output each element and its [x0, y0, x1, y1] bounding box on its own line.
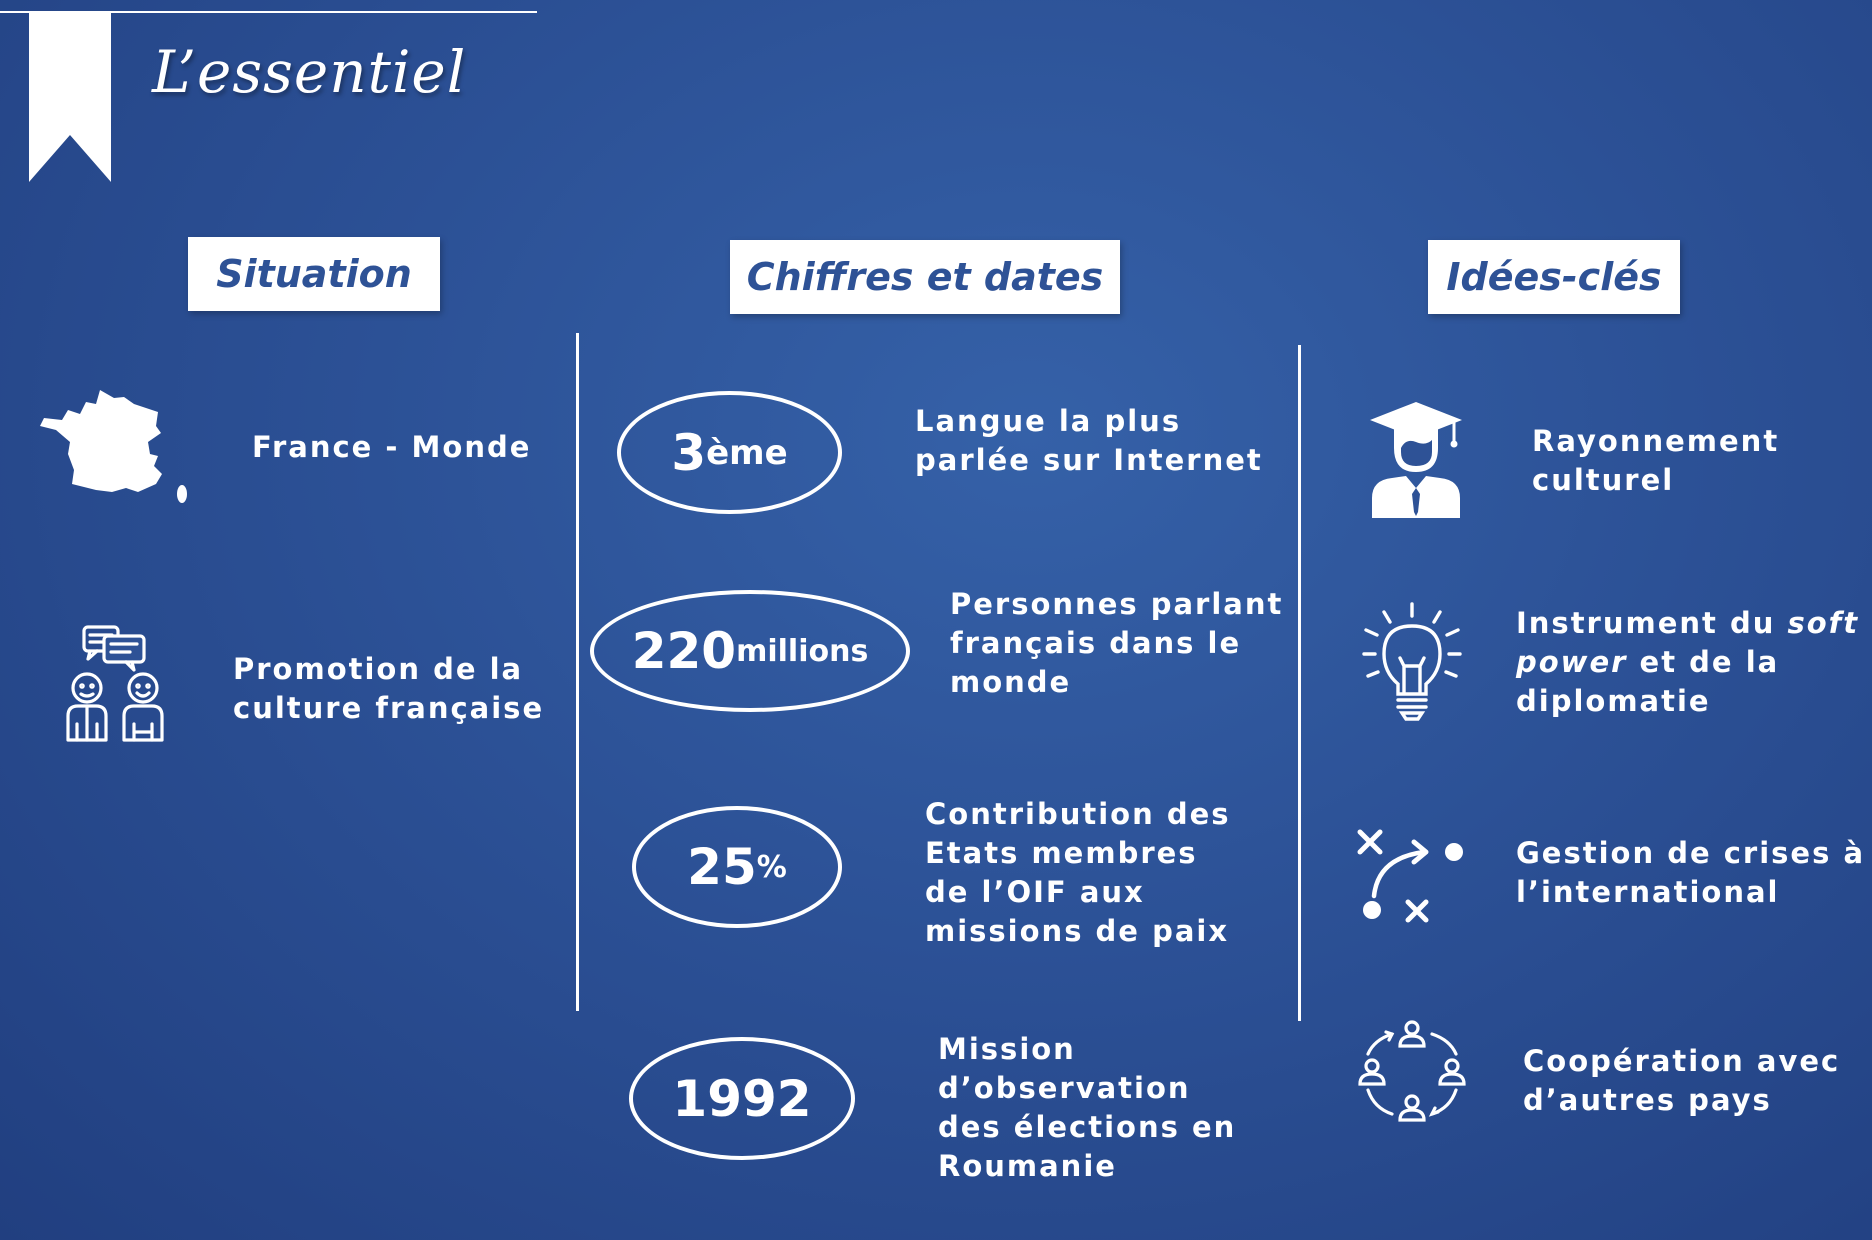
- column-separator-right: [1298, 345, 1301, 1021]
- graduate-icon: [1366, 400, 1466, 520]
- network-cooperation-icon: [1356, 1018, 1468, 1130]
- bookmark-ribbon-icon: [29, 12, 111, 182]
- lightbulb-icon: [1362, 602, 1462, 722]
- situation-item-promotion-culture: Promotion de la culture française: [233, 652, 545, 725]
- idee-label-soft-power: Instrument du soft power et de la diplomatie: [1516, 606, 1860, 718]
- stat-label-mission: Mission d’observation des élections en Roumanie: [938, 1032, 1237, 1183]
- page-title: L’essentiel: [152, 38, 467, 106]
- idee-label-rayonnement: Rayonnement culturel: [1532, 424, 1780, 497]
- situation-item-france-monde: France - Monde: [252, 430, 532, 464]
- strategy-icon: [1356, 824, 1468, 928]
- idee-label-cooperation: Coopération avec d’autres pays: [1523, 1044, 1841, 1117]
- people-conversation-icon: [60, 624, 170, 744]
- header-chiffres-et-dates: Chiffres et dates: [730, 240, 1120, 314]
- header-idees-cles: Idées-clés: [1428, 240, 1680, 314]
- idee-label-gestion-crises: Gestion de crises à l’international: [1516, 836, 1866, 909]
- stat-oval-3eme: 3 ème: [617, 391, 842, 514]
- header-situation: Situation: [188, 237, 440, 311]
- stat-label-contribution: Contribution des Etats membres de l’OIF aux missions de paix: [925, 797, 1231, 948]
- stat-oval-220-millions: 220 millions: [590, 590, 910, 712]
- stat-label-langue: Langue la plus parlée sur Internet: [915, 404, 1263, 477]
- column-separator-left: [576, 333, 579, 1011]
- stat-label-personnes: Personnes parlant français dans le monde: [950, 587, 1284, 699]
- stat-oval-25-percent: 25 %: [632, 806, 842, 928]
- france-map-icon: [38, 388, 193, 506]
- stat-oval-1992: 1992: [629, 1037, 855, 1160]
